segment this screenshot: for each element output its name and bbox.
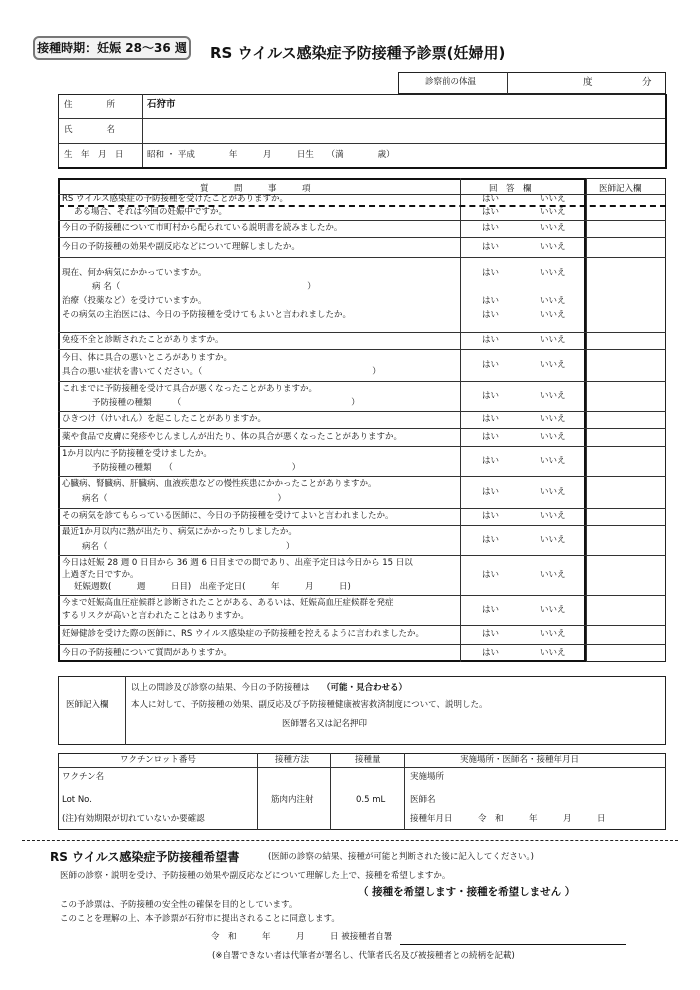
doctor-note-cell[interactable] [588,350,664,380]
doctor-note-cell[interactable] [588,596,664,624]
doctor-signature-label: 医師署名又は記名押印 [282,719,368,729]
answer-yes-1[interactable]: はい [482,194,500,204]
answer-no-5[interactable]: いいえ [540,268,566,278]
answer-no-3[interactable]: いいえ [540,223,566,233]
consent-choice[interactable]: （ 接種を希望します・接種を希望しません ） [358,886,576,898]
vaccine-amount-value: 0.5 mL [356,795,386,805]
question-q6a: 今日、体に具合の悪いところがありますか。 [62,352,233,363]
header-questions: 質 問 事 項 [200,184,311,194]
dob-value[interactable]: 昭和 ・ 平成 年 月 日生 （満 歳） [147,150,395,160]
answer-yes-5[interactable]: はい [482,310,500,320]
temperature-deg-unit: 度 [583,77,593,88]
doctor-note-cell[interactable] [588,258,664,331]
consent-question: 医師の診察・説明を受け、予防接種の効果や副反応などについて理解した上で、接種を希望しますか。 [60,871,451,881]
answer-yes-8[interactable]: はい [482,390,500,401]
answer-no-15[interactable]: いいえ [540,569,566,580]
question-q12: その病気を診てもらっている医師に、今日の予防接種を受けてよいと言われましたか。 [62,511,394,521]
question-q7b: 予防接種の種類 （ ） [92,397,360,408]
doctor-judgement-text: 以上の問診及び診察の結果、今日の予防接種は [131,683,310,693]
question-q3: 今日の予防接種の効果や副反応などについて理解しましたか。 [62,241,300,252]
question-q1: RS ウイルス感染症の予防接種を受けたことがありますか。 [62,194,288,204]
cut-line [22,840,678,841]
answer-yes-5[interactable]: はい [482,296,500,306]
answer-no-16[interactable]: いいえ [540,604,566,615]
answer-yes-13[interactable]: はい [482,511,500,521]
answer-no-10[interactable]: いいえ [540,431,566,442]
question-q9: 薬や食品で皮膚に発疹やじんましんが出たり、体の具合が悪くなったことがありますか。 [62,431,403,442]
answer-yes-17[interactable]: はい [482,629,500,639]
question-q15b: するリスクが高いと言われたことはありますか。 [62,611,249,621]
doctor-section-label: 医師記入欄 [66,700,109,710]
answer-no-17[interactable]: いいえ [540,629,566,639]
vaccine-lot-label: Lot No. [62,795,92,805]
answer-no-5[interactable]: いいえ [540,296,566,306]
question-q6b: 具合の悪い症状を書いてください。（ ） [62,366,381,377]
doctor-note-cell[interactable] [588,509,664,524]
vaccine-place-label: 実施場所 [410,772,445,782]
answer-no-12[interactable]: いいえ [540,486,566,497]
question-q11b: 病名（ ） [82,494,287,504]
question-q4a: 現在、何か病気にかかっていますか。 [62,268,207,278]
doctor-note-cell[interactable] [588,626,664,643]
question-q4d: その病気の主治医には、今日の予防接種を受けてもよいと言われましたか。 [62,310,352,320]
vaccination-period-badge: 接種時期：妊娠 28〜36 週 [33,36,191,60]
doctor-note-cell[interactable] [588,556,664,594]
vaccine-method-value: 筋肉内注射 [271,795,314,805]
answer-yes-5[interactable]: はい [482,268,500,278]
question-q7a: これまでに予防接種を受けて具合が悪くなったことがありますか。 [62,383,318,394]
answer-yes-9[interactable]: はい [482,414,500,424]
question-q11a: 心臓病、腎臓病、肝臓病、血液疾患などの慢性疾患にかかったことがありますか。 [62,479,377,489]
question-q16: 妊婦健診を受けた際の医師に、RS ウイルス感染症の予防接種を控えるように言われましたか。 [62,629,424,639]
answer-no-14[interactable]: いいえ [540,534,566,545]
form-title: RS ウイルス感染症予防接種予診票(妊婦用) [210,44,506,62]
answer-no-2[interactable]: いいえ [540,207,566,217]
answer-no-9[interactable]: いいえ [540,414,566,424]
doctor-explanation-text: 本人に対して、予防接種の効果、副反応及び予防接種健康被害救済制度について、説明した。 [131,700,488,710]
answer-no-13[interactable]: いいえ [540,511,566,521]
answer-yes-14[interactable]: はい [482,534,500,545]
doctor-note-cell[interactable] [588,477,664,507]
doctor-note-cell[interactable] [588,382,664,410]
doctor-note-cell[interactable] [588,429,664,445]
doctor-note-cell[interactable] [588,238,664,256]
doctor-note-cell[interactable] [588,333,664,348]
question-q10a: 1か月以内に予防接種を受けましたか。 [62,448,212,459]
question-q13a: 最近1か月以内に熱が出たり、病気にかかったりしましたか。 [62,527,297,537]
signature-line[interactable] [400,944,626,945]
header-answers: 回 答 欄 [489,184,532,194]
answer-yes-12[interactable]: はい [482,486,500,497]
question-q8: ひきつけ（けいれん）を起こしたことがありますか。 [62,414,267,424]
answer-no-1[interactable]: いいえ [540,194,566,204]
answer-no-11[interactable]: いいえ [540,455,566,466]
doctor-judgement-choice[interactable]: （可能・見合わせる） [322,683,408,693]
answer-yes-15[interactable]: はい [482,569,500,580]
answer-no-4[interactable]: いいえ [540,241,566,252]
consent-agreement: このことを理解の上、本予診票が石狩市に提出されることに同意します。 [60,914,340,924]
answer-no-6[interactable]: いいえ [540,335,566,345]
answer-yes-10[interactable]: はい [482,431,500,442]
answer-yes-6[interactable]: はい [482,335,500,345]
answer-yes-18[interactable]: はい [482,647,500,658]
question-q10b: 予防接種の種類 （ ） [92,462,301,473]
answer-yes-7[interactable]: はい [482,359,500,370]
answer-no-18[interactable]: いいえ [540,647,566,658]
question-q4c: 治療（投薬など）を受けていますか。 [62,296,207,306]
consent-signature-label: 令 和 年 月 日 被接種者自署 [211,932,393,942]
question-q13b: 病名（ ） [82,542,295,552]
doctor-note-cell[interactable] [588,526,664,554]
doctor-note-cell[interactable] [588,412,664,427]
doctor-note-cell[interactable] [588,645,664,661]
vaccine-date-label: 接種年月日 令 和 年 月 日 [410,814,606,824]
header-doctor-notes: 医師記入欄 [599,184,642,194]
question-q14a: 今日は妊娠 28 週 0 日目から 36 週 6 日目までの間であり、出産予定日は今日から 15 日以 [62,557,413,568]
dob-label: 生 年 月 日 [64,150,124,160]
vaccine-name-label: ワクチン名 [62,772,105,782]
name-field[interactable] [143,119,663,142]
temperature-min-unit: 分 [642,77,652,88]
question-q14c: 妊娠週数( 週 日目) 出産予定日( 年 月 日) [74,581,351,592]
temperature-label: 診察前の体温 [425,77,477,87]
answer-no-7[interactable]: いいえ [540,359,566,370]
doctor-note-cell[interactable] [588,221,664,236]
question-q4b: 病 名（ ） [92,282,316,292]
question-q17: 今日の予防接種について質問がありますか。 [62,647,232,658]
question-q1b: ある場合、それは今回の妊娠中ですか。 [74,207,228,217]
vaccine-method-header: 接種方法 [275,755,310,765]
doctor-note-cell[interactable] [588,195,664,204]
answer-yes-3[interactable]: はい [482,223,500,233]
consent-purpose: この予診票は、予防接種の安全性の確保を目的としています。 [60,900,298,910]
answer-yes-16[interactable]: はい [482,604,500,615]
answer-no-5[interactable]: いいえ [540,310,566,320]
question-q15a: 今まで妊娠高血圧症候群と診断されたことがある、あるいは、妊娠高血圧症候群を発症 [62,598,394,608]
answer-yes-2[interactable]: はい [482,207,500,217]
vaccine-expiry-note: (注)有効期限が切れていないか要確認 [62,814,205,824]
address-value[interactable]: 石狩市 [147,99,176,110]
vaccine-lot-header: ワクチンロット番号 [120,755,196,765]
answer-no-8[interactable]: いいえ [540,390,566,401]
answer-yes-11[interactable]: はい [482,455,500,466]
consent-title: RS ウイルス感染症予防接種希望書 [50,850,240,864]
consent-title-note: (医師の診察の結果、接種が可能と判断された後に記入してください。) [268,852,534,862]
vaccine-doctor-label: 医師名 [410,795,436,805]
doctor-note-cell[interactable] [588,447,664,475]
answer-yes-4[interactable]: はい [482,241,500,252]
question-q5: 免疫不全と診断されたことがありますか。 [62,335,224,345]
name-label: 氏 名 [64,125,116,135]
address-label: 住 所 [64,100,116,110]
doctor-note-cell[interactable] [588,206,664,219]
question-q2: 今日の予防接種について市町村から配られている説明書を読みましたか。 [62,223,343,233]
vaccine-amount-header: 接種量 [355,755,381,765]
consent-footnote: (※自署できない者は代筆者が署名し、代筆者氏名及び被接種者との続柄を記載) [212,951,515,961]
vaccine-place-header: 実施場所・医師名・接種年月日 [460,755,580,765]
question-q14b: 上過ぎた日ですか。 [62,569,139,580]
